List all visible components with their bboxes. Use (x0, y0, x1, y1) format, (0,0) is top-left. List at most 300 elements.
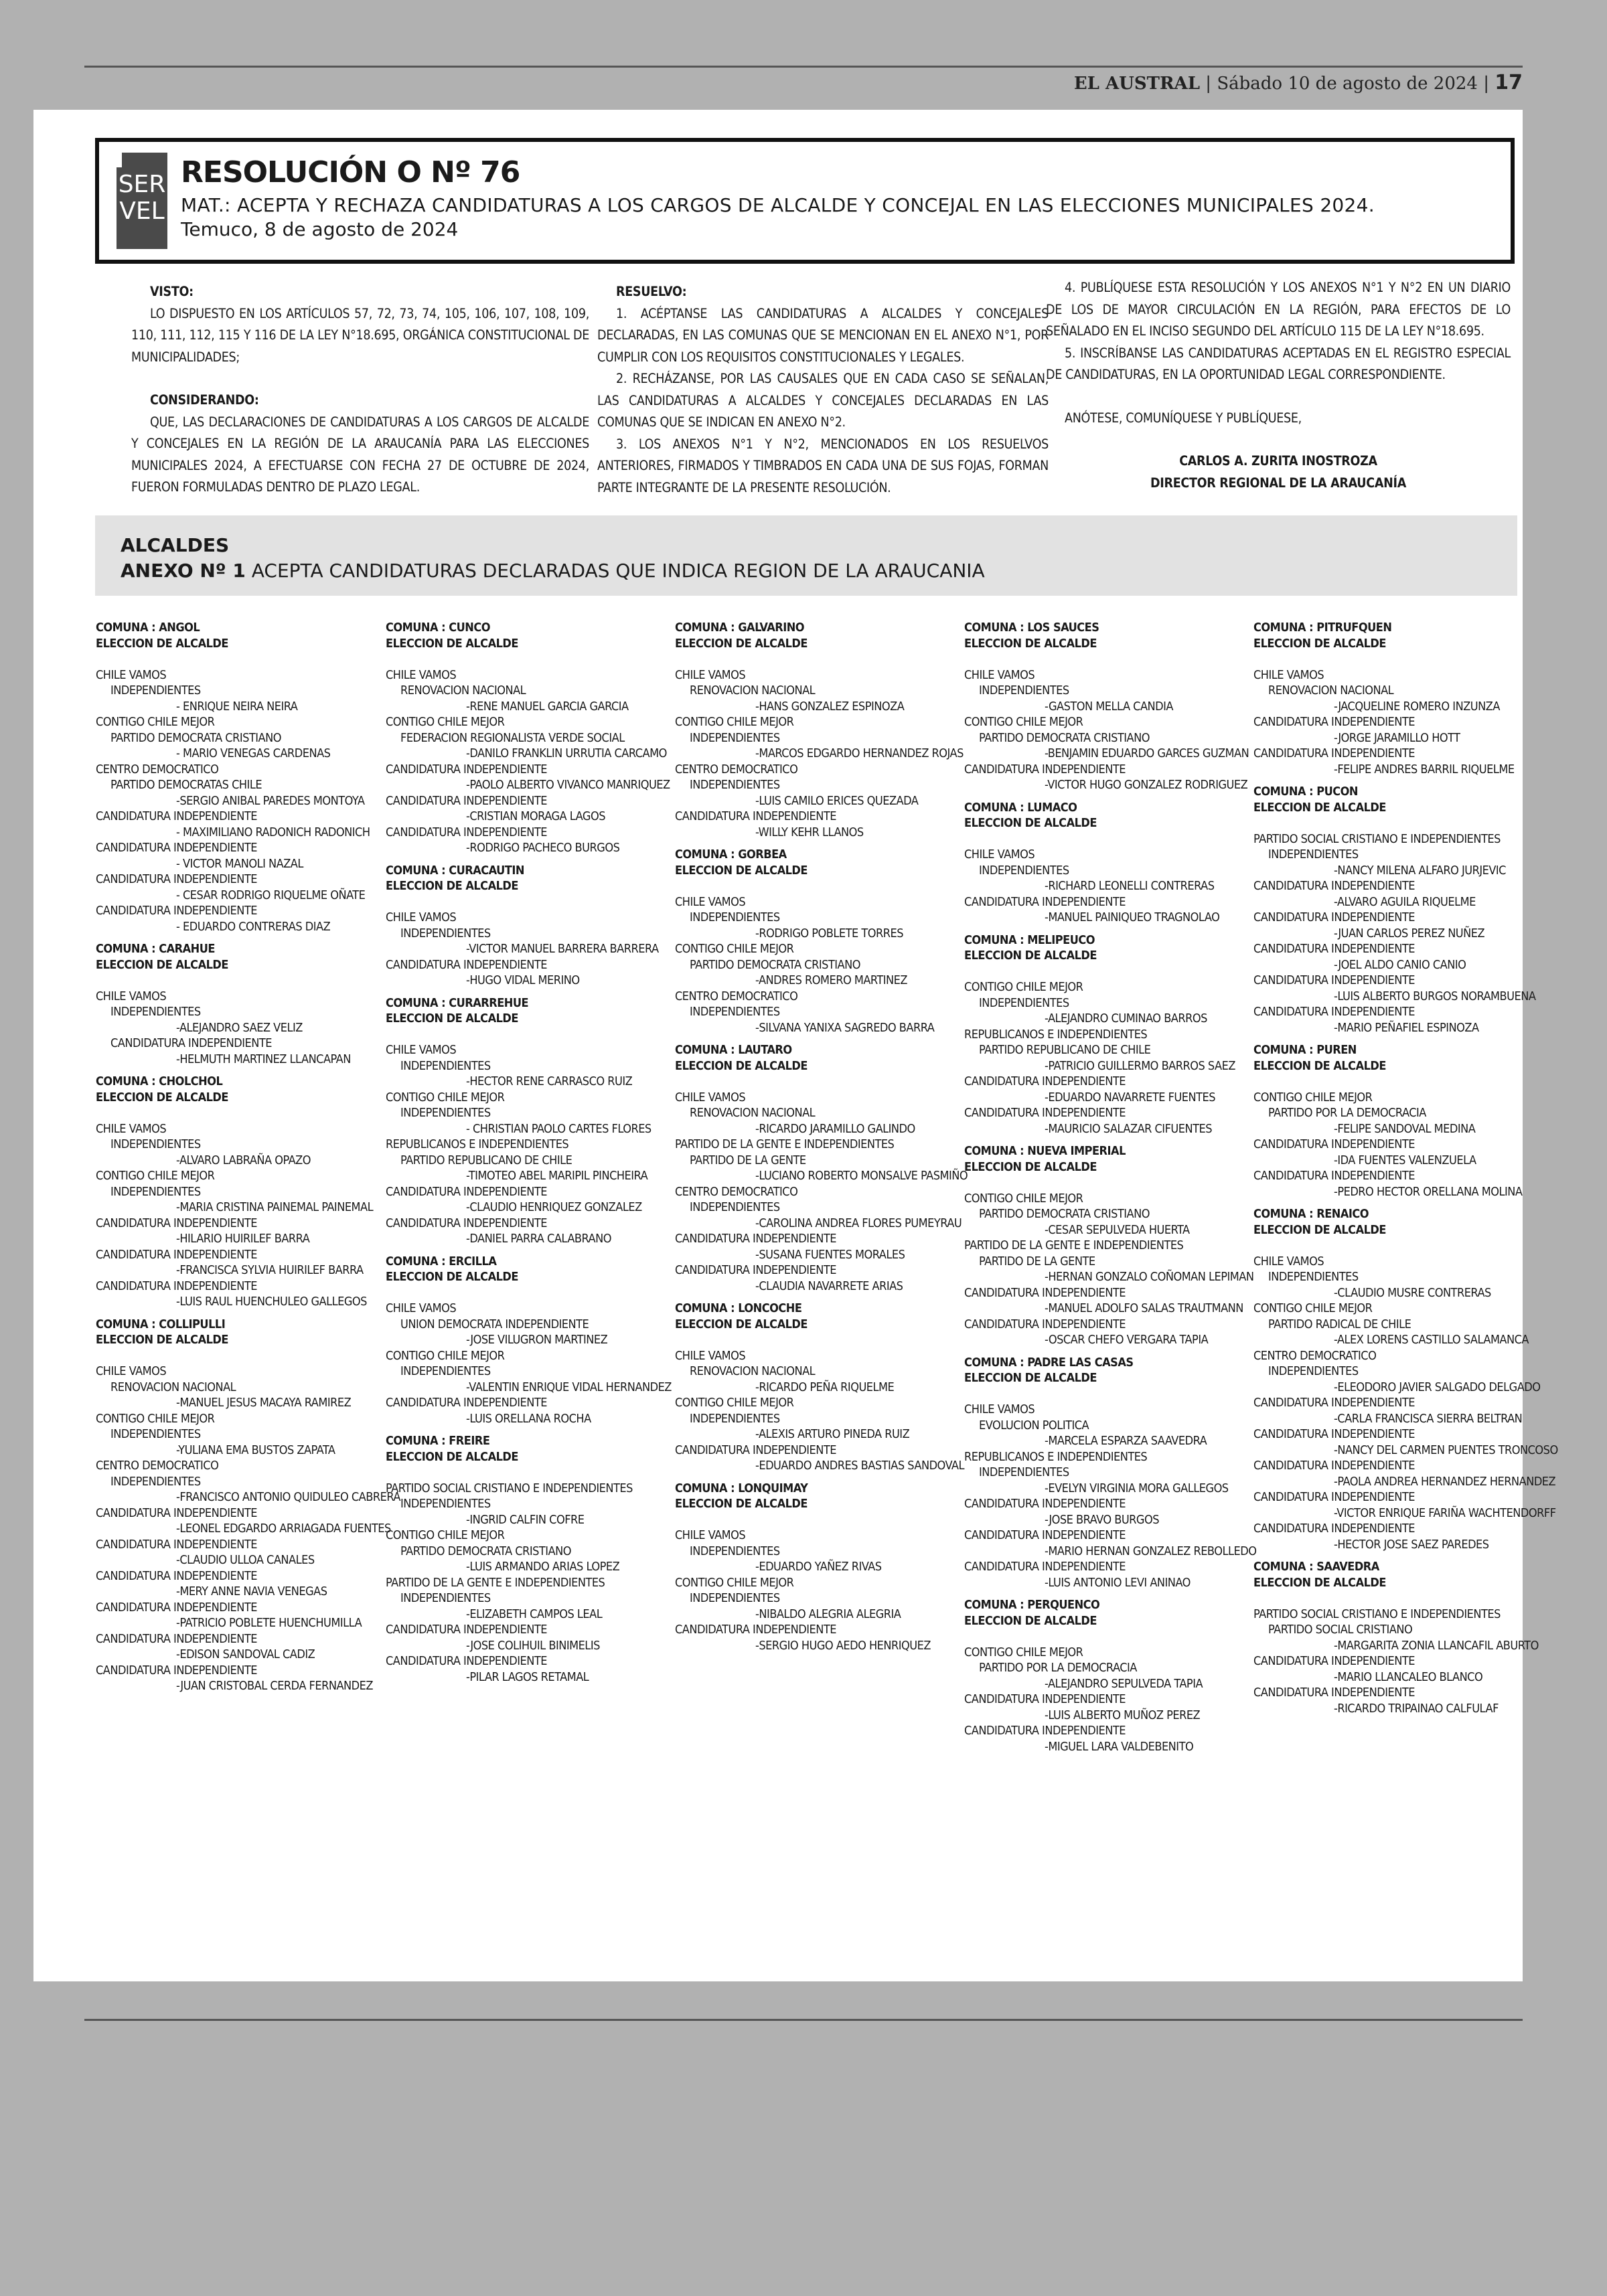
candidate-column-1 (96, 620, 400, 1701)
pact-name: CANDIDATURA INDEPENDIENTE (964, 1106, 1126, 1120)
pact-name: CANDIDATURA INDEPENDIENTE (96, 1279, 257, 1293)
comuna-block (386, 1433, 660, 1685)
pact-name: CANDIDATURA INDEPENDIENTE (675, 1623, 836, 1637)
pact-name: CANDIDATURA INDEPENDIENTE (1253, 1169, 1415, 1183)
candidate-name: -MARIA CRISTINA PAINEMAL PAINEMAL (176, 1200, 374, 1214)
comuna-block (675, 1042, 968, 1294)
newspaper-name: EL AUSTRAL (1073, 74, 1201, 94)
candidate-name: -HELMUTH MARTINEZ LLANCAPAN (176, 1052, 351, 1066)
party-name: RENOVACION NACIONAL (690, 1364, 816, 1378)
servel-logo (117, 153, 167, 249)
pact-name: CANDIDATURA INDEPENDIENTE (96, 1216, 257, 1230)
pact-name: CANDIDATURA INDEPENDIENTE (964, 1724, 1126, 1738)
party-name: INDEPENDIENTES (400, 1591, 491, 1605)
party-name: PARTIDO DEMOCRATA CRISTIANO (400, 1544, 571, 1558)
pact-name: CANDIDATURA INDEPENDIENTE (386, 793, 547, 808)
pact-name: CONTIGO CHILE MEJOR (675, 1575, 794, 1590)
party-name: INDEPENDIENTES (110, 1137, 201, 1151)
comuna-name: COMUNA : PITRUFQUEN (1253, 621, 1392, 635)
comuna-name: COMUNA : PUREN (1253, 1043, 1357, 1057)
candidate-name: -MARCOS EDGARDO HERNANDEZ ROJAS (755, 746, 964, 760)
candidate-name: -FELIPE SANDOVAL MEDINA (1334, 1121, 1476, 1136)
comuna-name: COMUNA : COLLIPULLI (96, 1317, 226, 1331)
pact-name: CANDIDATURA INDEPENDIENTE (386, 1654, 547, 1668)
comuna-block (386, 1254, 672, 1427)
election-type: ELECCION DE ALCALDE (675, 1497, 808, 1511)
election-type: ELECCION DE ALCALDE (964, 1159, 1097, 1174)
candidate-name: -EDUARDO ANDRES BASTIAS SANDOVAL (755, 1459, 964, 1473)
candidate-name: -JOEL ALDO CANIO CANIO (1334, 957, 1466, 972)
comuna-name: COMUNA : GORBEA (675, 847, 787, 862)
candidate-name: -CLAUDIO HENRIQUEZ GONZALEZ (466, 1200, 642, 1214)
candidate-name: -LEONEL EDGARDO ARRIAGADA FUENTES (176, 1522, 391, 1536)
candidate-name: -RICARDO TRIPAINAO CALFULAF (1334, 1701, 1499, 1716)
resuelvo-item-1: 1. ACÉPTANSE LAS CANDIDATURAS A ALCALDES Y CONCEJALES DECLARADAS, EN LAS COMUNAS QUE SE MENCIONAN EN EL ANEXO N°1, POR CUMPLIR CON LOS REQUISITOS CONSTITUCIONALES Y LEGALES. (597, 305, 1049, 365)
logo-line-2: VEL (119, 197, 165, 225)
comuna-name: COMUNA : CARAHUE (96, 942, 215, 956)
election-type: ELECCION DE ALCALDE (386, 1270, 518, 1284)
pact-name: CANDIDATURA INDEPENDIENTE (1253, 1654, 1415, 1668)
party-name: INDEPENDIENTES (400, 926, 491, 940)
comuna-name: COMUNA : LUMACO (964, 800, 1077, 815)
election-type: ELECCION DE ALCALDE (386, 1011, 518, 1026)
party-name: PARTIDO RADICAL DE CHILE (1268, 1317, 1411, 1331)
annex-label: ANEXO Nº 1 (121, 560, 246, 582)
candidate-name: -PILAR LAGOS RETAMAL (466, 1669, 589, 1684)
pact-name: CHILE VAMOS (675, 1090, 746, 1104)
comuna-name: COMUNA : CURARREHUE (386, 995, 529, 1010)
pact-name: CANDIDATURA INDEPENDIENTE (96, 872, 257, 886)
pact-name: CANDIDATURA INDEPENDIENTE (1253, 910, 1415, 924)
party-name: RENOVACION NACIONAL (690, 1106, 816, 1120)
pact-name: CHILE VAMOS (96, 1364, 167, 1378)
comuna-name: COMUNA : LONQUIMAY (675, 1481, 808, 1495)
pact-name: CANDIDATURA INDEPENDIENTE (675, 1263, 836, 1277)
party-name: PARTIDO REPUBLICANO DE CHILE (400, 1153, 572, 1167)
candidate-name: -HECTOR JOSE SAEZ PAREDES (1334, 1537, 1489, 1552)
election-type: ELECCION DE ALCALDE (96, 957, 228, 972)
pact-name: CANDIDATURA INDEPENDIENTE (1253, 746, 1415, 760)
candidate-name: - MAXIMILIANO RADONICH RADONICH (176, 825, 370, 839)
pact-name: CHILE VAMOS (386, 910, 457, 924)
candidate-name: -JUAN CRISTOBAL CERDA FERNANDEZ (176, 1679, 373, 1693)
election-type: ELECCION DE ALCALDE (96, 1333, 228, 1347)
party-name: INDEPENDIENTES (1268, 1270, 1359, 1284)
logo-line-1: SER (118, 171, 166, 198)
party-name: INDEPENDIENTES (979, 683, 1069, 698)
candidate-name: -VICTOR ENRIQUE FARIÑA WACHTENDORFF (1334, 1505, 1556, 1520)
election-type: ELECCION DE ALCALDE (675, 863, 808, 878)
candidate-name: -PEDRO HECTOR ORELLANA MOLINA (1334, 1184, 1523, 1199)
candidate-name: -CARLA FRANCISCA SIERRA BELTRAN (1334, 1411, 1523, 1426)
candidate-name: -MARCELA ESPARZA SAAVEDRA (1045, 1434, 1207, 1448)
pact-name: CANDIDATURA INDEPENDIENTE (964, 894, 1126, 909)
candidate-name: -RENE MANUEL GARCIA GARCIA (466, 699, 629, 714)
page-header: EL AUSTRAL | Sábado 10 de agosto de 2024 | 17 (1073, 71, 1523, 94)
election-type: ELECCION DE ALCALDE (964, 816, 1097, 830)
candidate-name: -ALEX LORENS CASTILLO SALAMANCA (1334, 1333, 1529, 1347)
comuna-name: COMUNA : RENAICO (1253, 1207, 1369, 1221)
pact-name: CANDIDATURA INDEPENDIENTE (1253, 879, 1415, 893)
pact-name: PARTIDO SOCIAL CRISTIANO E INDEPENDIENTES (386, 1481, 633, 1495)
party-name: INDEPENDIENTES (690, 1005, 780, 1019)
visto-text: LO DISPUESTO EN LOS ARTÍCULOS 57, 72, 73, 74, 105, 106, 107, 108, 109, 110, 111, 112, 115 Y 116 DE LA LEY N°18.695, ORGÁNICA CONSTITUCIONAL DE MUNICIPALIDADES; (131, 305, 589, 365)
pact-name: CANDIDATURA INDEPENDIENTE (96, 809, 257, 823)
party-name: PARTIDO REPUBLICANO DE CHILE (979, 1043, 1151, 1057)
top-rule (84, 66, 1523, 68)
election-type: ELECCION DE ALCALDE (96, 1090, 228, 1104)
comuna-block (1253, 1206, 1558, 1552)
candidate-name: -MIGUEL LARA VALDEBENITO (1045, 1739, 1194, 1754)
candidate-column-2 (386, 620, 672, 1692)
pact-name: CANDIDATURA INDEPENDIENTE (96, 1537, 257, 1552)
party-name: INDEPENDIENTES (979, 863, 1069, 878)
pact-name: CANDIDATURA INDEPENDIENTE (964, 1074, 1126, 1088)
candidate-name: - EDUARDO CONTRERAS DIAZ (176, 919, 331, 934)
pact-name: CENTRO DEMOCRATICO (675, 1184, 798, 1199)
pact-name: CANDIDATURA INDEPENDIENTE (1253, 1396, 1415, 1410)
candidate-name: -SUSANA FUENTES MORALES (755, 1247, 905, 1262)
candidate-name: -MANUEL JESUS MACAYA RAMIREZ (176, 1396, 352, 1410)
party-name: PARTIDO DEMOCRATA CRISTIANO (979, 730, 1150, 745)
pact-name: CANDIDATURA INDEPENDIENTE (964, 1528, 1126, 1542)
candidate-name: - CESAR RODRIGO RIQUELME OÑATE (176, 888, 366, 902)
comuna-name: COMUNA : PERQUENCO (964, 1598, 1100, 1612)
election-type: ELECCION DE ALCALDE (964, 1371, 1097, 1385)
candidate-name: -MANUEL PAINIQUEO TRAGNOLAO (1045, 910, 1220, 924)
party-name: INDEPENDIENTES (110, 1184, 201, 1199)
party-name: PARTIDO DEMOCRATA CRISTIANO (690, 957, 860, 972)
candidate-name: -PAOLO ALBERTO VIVANCO MANRIQUEZ (466, 778, 670, 792)
text-column-2 (597, 281, 1049, 499)
candidate-name: -MARIO LLANCALEO BLANCO (1334, 1669, 1483, 1684)
party-name: RENOVACION NACIONAL (690, 683, 816, 698)
pact-name: CANDIDATURA INDEPENDIENTE (96, 841, 257, 855)
pact-name: CENTRO DEMOCRATICO (675, 989, 798, 1003)
pact-name: CHILE VAMOS (1253, 667, 1324, 682)
pact-name: CANDIDATURA INDEPENDIENTE (96, 1568, 257, 1583)
candidate-name: -CRISTIAN MORAGA LAGOS (466, 809, 605, 823)
election-type: ELECCION DE ALCALDE (1253, 800, 1386, 815)
comuna-name: COMUNA : GALVARINO (675, 621, 805, 635)
candidate-name: -PATRICIO GUILLERMO BARROS SAEZ (1045, 1058, 1235, 1073)
pact-name: CONTIGO CHILE MEJOR (96, 1411, 215, 1426)
candidate-name: -ANDRES ROMERO MARTINEZ (755, 973, 907, 987)
candidate-name: -NIBALDO ALEGRIA ALEGRIA (755, 1607, 901, 1621)
party-name: INDEPENDIENTES (979, 1465, 1069, 1479)
comuna-block (964, 1597, 1239, 1754)
candidate-name: -ALVARO LABRAÑA OPAZO (176, 1153, 311, 1167)
comuna-block (675, 620, 964, 840)
pact-name: CHILE VAMOS (96, 667, 167, 682)
comuna-block (96, 1317, 400, 1694)
resolution-title: RESOLUCIÓN O Nº 76 (181, 155, 520, 189)
candidate-name: -PAOLA ANDREA HERNANDEZ HERNANDEZ (1334, 1474, 1556, 1489)
candidate-name: - CHRISTIAN PAOLO CARTES FLORES (466, 1121, 652, 1136)
comuna-name: COMUNA : PUCON (1253, 785, 1358, 799)
candidate-name: -LUIS ANTONIO LEVI ANINAO (1045, 1575, 1191, 1590)
candidate-name: -FRANCISCO ANTONIO QUIDULEO CABRERA (176, 1490, 400, 1504)
candidate-name: -CAROLINA ANDREA FLORES PUMEYRAU (755, 1216, 962, 1230)
pact-name: CANDIDATURA INDEPENDIENTE (1253, 1137, 1415, 1151)
candidate-name: -DANILO FRANKLIN URRUTIA CARCAMO (466, 746, 667, 760)
annex-banner (95, 515, 1517, 596)
party-name: FEDERACION REGIONALISTA VERDE SOCIAL (400, 730, 625, 745)
party-name: INDEPENDIENTES (400, 1497, 491, 1511)
candidate-name: -HERNAN GONZALO COÑOMAN LEPIMAN (1045, 1270, 1254, 1284)
pact-name: CANDIDATURA INDEPENDIENTE (386, 1623, 547, 1637)
comuna-block (386, 620, 670, 856)
candidate-name: -ALEJANDRO SEPULVEDA TAPIA (1045, 1676, 1203, 1691)
closing-text: ANÓTESE, COMUNÍQUESE Y PUBLÍQUESE, (1065, 410, 1302, 426)
candidate-name: -EDUARDO YAÑEZ RIVAS (755, 1560, 882, 1574)
pact-name: CONTIGO CHILE MEJOR (964, 1191, 1083, 1206)
candidate-name: -OSCAR CHEFO VERGARA TAPIA (1045, 1333, 1209, 1347)
election-type: ELECCION DE ALCALDE (1253, 1575, 1386, 1590)
candidate-name: -IDA FUENTES VALENZUELA (1334, 1153, 1476, 1167)
pact-name: CANDIDATURA INDEPENDIENTE (1253, 942, 1415, 956)
resolution-subject: MAT.: ACEPTA Y RECHAZA CANDIDATURAS A LOS CARGOS DE ALCALDE Y CONCEJAL EN LAS ELECCIONES MUNICIPALES 2024. (181, 194, 1375, 216)
pact-name: CANDIDATURA INDEPENDIENTE (1253, 1005, 1415, 1019)
candidate-name: -CLAUDIO ULLOA CANALES (176, 1553, 315, 1567)
candidate-name: -CLAUDIO MUSRE CONTRERAS (1334, 1285, 1491, 1300)
comuna-block (386, 995, 660, 1247)
pact-name: CANDIDATURA INDEPENDIENTE (1253, 973, 1415, 987)
pact-name: CHILE VAMOS (675, 894, 746, 909)
election-type: ELECCION DE ALCALDE (675, 1317, 808, 1331)
candidate-name: -CESAR SEPULVEDA HUERTA (1045, 1222, 1190, 1237)
candidate-name: -JORGE JARAMILLO HOTT (1334, 730, 1460, 745)
pact-name: CANDIDATURA INDEPENDIENTE (1253, 1427, 1415, 1441)
candidate-name: -EVELYN VIRGINIA MORA GALLEGOS (1045, 1481, 1229, 1495)
pact-name: CANDIDATURA INDEPENDIENTE (386, 1184, 547, 1199)
comuna-block (964, 620, 1249, 793)
signer-title: DIRECTOR REGIONAL DE LA ARAUCANÍA (1150, 475, 1406, 491)
pact-name: CANDIDATURA INDEPENDIENTE (964, 1317, 1126, 1331)
pact-name: CENTRO DEMOCRATICO (675, 762, 798, 776)
candidate-name: -MANUEL ADOLFO SALAS TRAUTMANN (1045, 1301, 1243, 1315)
party-name: INDEPENDIENTES (110, 1427, 201, 1441)
election-type: ELECCION DE ALCALDE (964, 636, 1097, 651)
pact-name: CHILE VAMOS (96, 989, 167, 1003)
pact-name: CHILE VAMOS (1253, 1254, 1324, 1268)
resuelvo-item-4: 4. PUBLÍQUESE ESTA RESOLUCIÓN Y LOS ANEXOS N°1 Y N°2 EN UN DIARIO DE LOS DE MAYOR CIRCULACIÓN EN LA REGIÓN, PARA EFECTOS DE LO SEÑALADO EN EL INCISO SEGUNDO DEL ARTÍCULO 115 DE LA LEY N°18.695. (1046, 280, 1511, 339)
party-name: RENOVACION NACIONAL (110, 1380, 236, 1394)
pact-name: CANDIDATURA INDEPENDIENTE (386, 1396, 547, 1410)
comuna-name: COMUNA : FREIRE (386, 1434, 490, 1448)
pact-name: CONTIGO CHILE MEJOR (386, 1528, 505, 1542)
pact-name: CHILE VAMOS (386, 1301, 457, 1315)
pact-name: CHILE VAMOS (675, 667, 746, 682)
pact-name: CANDIDATURA INDEPENDIENTE (386, 957, 547, 972)
pact-name: CANDIDATURA INDEPENDIENTE (386, 825, 547, 839)
election-type: ELECCION DE ALCALDE (964, 1613, 1097, 1628)
party-name: INDEPENDIENTES (110, 1474, 201, 1489)
party-name: RENOVACION NACIONAL (1268, 683, 1394, 698)
pact-name: CANDIDATURA INDEPENDIENTE (1253, 1490, 1415, 1504)
candidate-column-4 (964, 620, 1257, 1761)
pact-name: CANDIDATURA INDEPENDIENTE (96, 904, 257, 918)
party-name: PARTIDO POR LA DEMOCRACIA (1268, 1106, 1426, 1120)
candidate-name: - MARIO VENEGAS CARDENAS (176, 746, 331, 760)
election-type: ELECCION DE ALCALDE (1253, 636, 1386, 651)
pact-name: CONTIGO CHILE MEJOR (386, 715, 505, 729)
pact-name: CHILE VAMOS (964, 847, 1035, 862)
party-name: EVOLUCION POLITICA (979, 1418, 1089, 1432)
comuna-block (964, 1143, 1254, 1348)
party-name: PARTIDO POR LA DEMOCRACIA (979, 1661, 1137, 1675)
comuna-block (96, 620, 370, 934)
party-name: INDEPENDIENTES (110, 683, 201, 698)
signer-name: CARLOS A. ZURITA INOSTROZA (1179, 453, 1377, 469)
party-name: INDEPENDIENTES (690, 1411, 780, 1426)
candidate-name: -ALEXIS ARTURO PINEDA RUIZ (755, 1427, 910, 1441)
pact-name: CANDIDATURA INDEPENDIENTE (1253, 1459, 1415, 1473)
party-name: CANDIDATURA INDEPENDIENTE (110, 1036, 272, 1050)
candidate-name: -RODRIGO PACHECO BURGOS (466, 841, 620, 855)
pact-name: PARTIDO DE LA GENTE E INDEPENDIENTES (964, 1238, 1184, 1252)
candidate-name: -LUIS CAMILO ERICES QUEZADA (755, 793, 919, 808)
pact-name: CONTIGO CHILE MEJOR (1253, 1090, 1373, 1104)
pact-name: CANDIDATURA INDEPENDIENTE (96, 1631, 257, 1646)
party-name: RENOVACION NACIONAL (400, 683, 526, 698)
pact-name: CENTRO DEMOCRATICO (96, 762, 219, 776)
pact-name: CHILE VAMOS (675, 1528, 746, 1542)
comuna-name: COMUNA : LAUTARO (675, 1043, 792, 1057)
party-name: INDEPENDIENTES (110, 1005, 201, 1019)
pact-name: PARTIDO SOCIAL CRISTIANO E INDEPENDIENTES (1253, 831, 1501, 846)
resuelvo-heading: RESUELVO: (616, 284, 687, 299)
election-type: ELECCION DE ALCALDE (386, 879, 518, 893)
candidate-name: -JOSE COLIHUIL BINIMELIS (466, 1638, 600, 1653)
comuna-name: COMUNA : MELIPEUCO (964, 932, 1095, 947)
candidate-name: -LUIS ORELLANA ROCHA (466, 1411, 591, 1426)
party-name: INDEPENDIENTES (690, 1544, 780, 1558)
comuna-block (1253, 784, 1536, 1036)
pact-name: REPUBLICANOS E INDEPENDIENTES (964, 1027, 1148, 1042)
pact-name: CONTIGO CHILE MEJOR (96, 715, 215, 729)
candidate-name: -WILLY KEHR LLANOS (755, 825, 864, 839)
pact-name: CANDIDATURA INDEPENDIENTE (964, 1497, 1126, 1511)
candidate-name: -NANCY MILENA ALFARO JURJEVIC (1334, 863, 1506, 878)
candidate-name: -YULIANA EMA BUSTOS ZAPATA (176, 1443, 335, 1457)
pact-name: CHILE VAMOS (386, 1043, 457, 1057)
pact-name: PARTIDO SOCIAL CRISTIANO E INDEPENDIENTES (1253, 1607, 1501, 1621)
page-date: Sábado 10 de agosto de 2024 (1217, 74, 1478, 94)
pact-name: CHILE VAMOS (675, 1348, 746, 1363)
election-type: ELECCION DE ALCALDE (675, 1058, 808, 1073)
pact-name: CONTIGO CHILE MEJOR (386, 1090, 505, 1104)
pact-name: CHILE VAMOS (964, 1402, 1035, 1416)
comuna-name: COMUNA : CURACAUTIN (386, 863, 524, 878)
party-name: PARTIDO DE LA GENTE (979, 1254, 1095, 1268)
candidate-name: -ELEODORO JAVIER SALGADO DELGADO (1334, 1380, 1541, 1394)
candidate-name: -LUIS ALBERTO MUÑOZ PEREZ (1045, 1708, 1201, 1722)
comuna-block (1253, 620, 1528, 777)
pact-name: CANDIDATURA INDEPENDIENTE (386, 762, 547, 776)
candidate-name: -LUIS ALBERTO BURGOS NORAMBUENA (1334, 989, 1536, 1003)
pact-name: CANDIDATURA INDEPENDIENTE (675, 1443, 836, 1457)
pact-name: CONTIGO CHILE MEJOR (675, 715, 794, 729)
comuna-block (1253, 1559, 1539, 1716)
pact-name: CANDIDATURA INDEPENDIENTE (964, 1285, 1126, 1300)
party-name: INDEPENDIENTES (690, 730, 780, 745)
pact-name: CONTIGO CHILE MEJOR (386, 1348, 505, 1363)
candidate-name: -EDUARDO NAVARRETE FUENTES (1045, 1090, 1216, 1104)
comuna-name: COMUNA : ERCILLA (386, 1254, 497, 1268)
candidate-column-3 (675, 620, 968, 1660)
comuna-block (96, 1074, 374, 1310)
candidate-name: -HILARIO HUIRILEF BARRA (176, 1232, 310, 1246)
pact-name: CANDIDATURA INDEPENDIENTE (386, 1216, 547, 1230)
annex-description: ACEPTA CANDIDATURAS DECLARADAS QUE INDICA REGION DE LA ARAUCANIA (251, 560, 985, 582)
comuna-block (964, 1355, 1257, 1591)
comuna-name: COMUNA : LONCOCHE (675, 1301, 802, 1315)
resolution-header (95, 138, 1515, 264)
annex-section: ALCALDES (121, 534, 230, 556)
comuna-name: COMUNA : CHOLCHOL (96, 1074, 223, 1088)
pact-name: CANDIDATURA INDEPENDIENTE (96, 1505, 257, 1520)
candidate-name: -LUCIANO ROBERTO MONSALVE PASMIÑO (755, 1169, 968, 1183)
text-column-1 (131, 281, 589, 499)
candidate-name: -ALVARO AGUILA RIQUELME (1334, 894, 1476, 909)
candidate-name: -INGRID CALFIN COFRE (466, 1512, 585, 1527)
candidate-name: -ELIZABETH CAMPOS LEAL (466, 1607, 603, 1621)
party-name: INDEPENDIENTES (400, 1106, 491, 1120)
candidate-name: -GASTON MELLA CANDIA (1045, 699, 1173, 714)
comuna-name: COMUNA : PADRE LAS CASAS (964, 1355, 1134, 1370)
candidate-name: -RICARDO PEÑA RIQUELME (755, 1380, 895, 1394)
election-type: ELECCION DE ALCALDE (386, 636, 518, 651)
pact-name: CHILE VAMOS (964, 667, 1035, 682)
party-name: INDEPENDIENTES (690, 778, 780, 792)
party-name: INDEPENDIENTES (690, 910, 780, 924)
candidate-name: -FRANCISCA SYLVIA HUIRILEF BARRA (176, 1263, 364, 1277)
pact-name: CANDIDATURA INDEPENDIENTE (1253, 715, 1415, 729)
comuna-name: COMUNA : LOS SAUCES (964, 621, 1099, 635)
party-name: PARTIDO DEMOCRATA CRISTIANO (979, 1207, 1150, 1221)
party-name: PARTIDO SOCIAL CRISTIANO (1268, 1623, 1413, 1637)
candidate-name: -MARGARITA ZONIA LLANCAFIL ABURTO (1334, 1638, 1539, 1653)
pact-name: CANDIDATURA INDEPENDIENTE (1253, 1686, 1415, 1700)
party-name: INDEPENDIENTES (400, 1364, 491, 1378)
candidate-name: -ALEJANDRO CUMINAO BARROS (1045, 1011, 1207, 1026)
comuna-block (675, 1301, 964, 1474)
candidate-name: -MERY ANNE NAVIA VENEGAS (176, 1584, 327, 1598)
party-name: INDEPENDIENTES (690, 1591, 780, 1605)
party-name: INDEPENDIENTES (1268, 1364, 1359, 1378)
pact-name: CONTIGO CHILE MEJOR (964, 1645, 1083, 1659)
comuna-block (964, 800, 1239, 926)
candidate-name: -JOSE BRAVO BURGOS (1045, 1512, 1160, 1527)
candidate-name: -NANCY DEL CARMEN PUENTES TRONCOSO (1334, 1443, 1558, 1457)
election-type: ELECCION DE ALCALDE (386, 1449, 518, 1464)
pact-name: CANDIDATURA INDEPENDIENTE (964, 1692, 1126, 1706)
candidate-name: -MAURICIO SALAZAR CIFUENTES (1045, 1121, 1212, 1136)
considerando-heading: CONSIDERANDO: (150, 392, 259, 408)
pact-name: CANDIDATURA INDEPENDIENTE (96, 1600, 257, 1615)
candidate-name: -PATRICIO POBLETE HUENCHUMILLA (176, 1616, 362, 1630)
comuna-name: COMUNA : SAAVEDRA (1253, 1560, 1379, 1574)
pact-name: CANDIDATURA INDEPENDIENTE (675, 1232, 836, 1246)
candidate-name: -RODRIGO POBLETE TORRES (755, 926, 904, 940)
pact-name: CANDIDATURA INDEPENDIENTE (675, 809, 836, 823)
pact-name: PARTIDO DE LA GENTE E INDEPENDIENTES (675, 1137, 895, 1151)
candidate-name: -BENJAMIN EDUARDO GARCES GUZMAN (1045, 746, 1249, 760)
comuna-block (964, 932, 1239, 1137)
comuna-block (1253, 1042, 1528, 1200)
election-type: ELECCION DE ALCALDE (675, 636, 808, 651)
